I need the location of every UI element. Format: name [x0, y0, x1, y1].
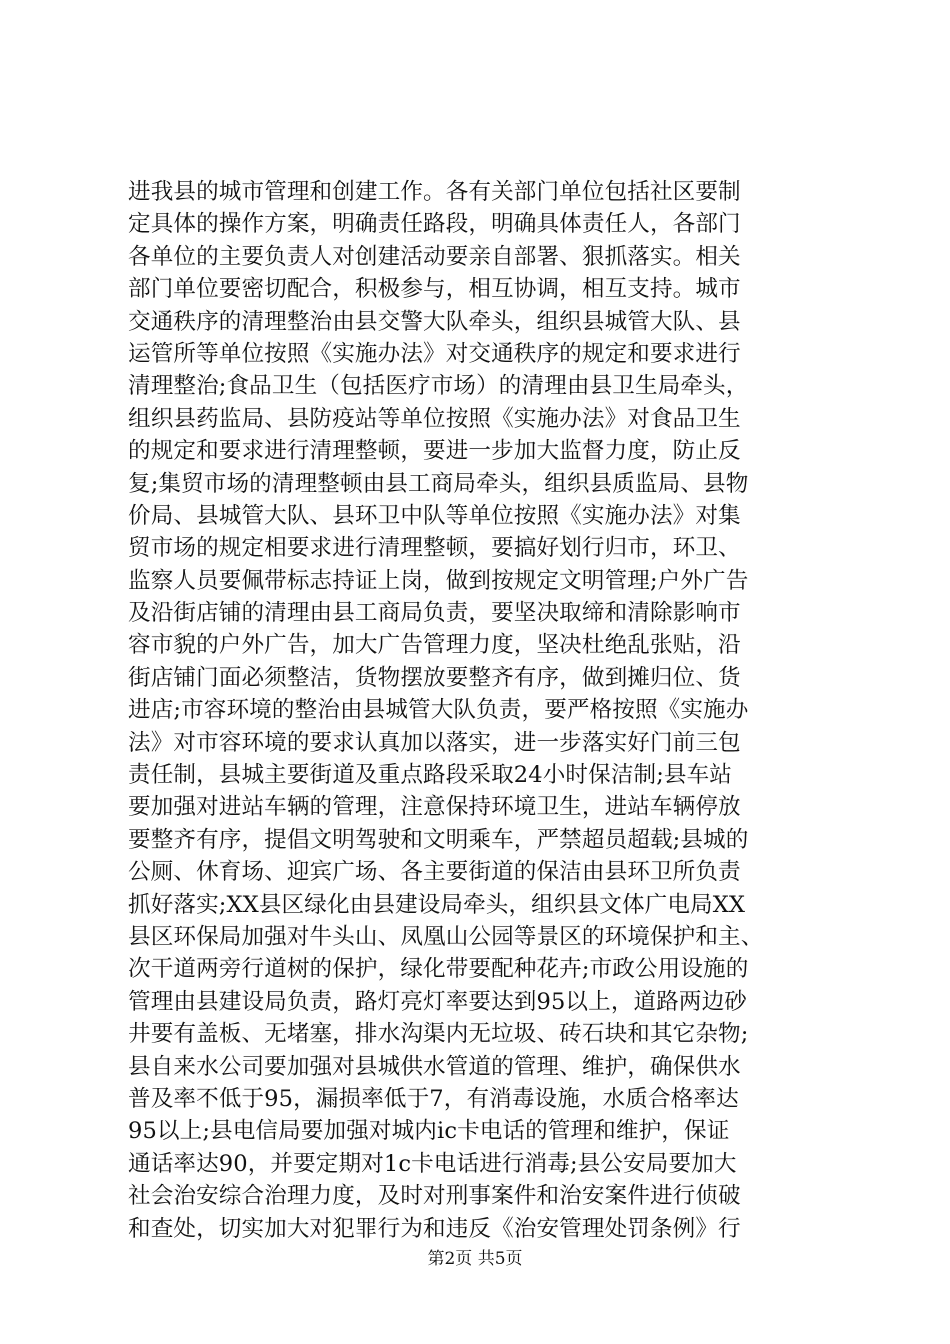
text-line: 街店铺门面必须整洁，货物摆放要整齐有序，做到摊归位、货 [128, 664, 741, 691]
text-line: 进店;市容环境的整治由县城管大队负责，要严格按照《实施办 [128, 697, 749, 724]
text-line: 价局、县城管大队、县环卫中队等单位按照《实施办法》对集 [128, 502, 741, 529]
text-line: 次干道两旁行道树的保护，绿化带要配种花卉;市政公用设施的 [128, 956, 749, 983]
text-line: 县自来水公司要加强对县城供水管道的管理、维护，确保供水 [128, 1053, 741, 1080]
text-line: 容市貌的户外广告，加大广告管理力度，坚决杜绝乱张贴，沿 [128, 632, 741, 659]
text-line: 交通秩序的清理整治由县交警大队牵头，组织县城管大队、县 [128, 308, 741, 335]
text-line: 通话率达90，并要定期对1c卡电话进行消毒;县公安局要加大 [128, 1150, 737, 1177]
text-line: 抓好落实;XX县区绿化由县建设局牵头，组织县文体广电局XX [128, 891, 746, 918]
text-line: 县区环保局加强对牛头山、凤凰山公园等景区的环境保护和主、 [128, 923, 764, 950]
text-line: 清理整治;食品卫生（包括医疗市场）的清理由县卫生局牵头， [128, 373, 749, 400]
text-line: 各单位的主要负责人对创建活动要亲自部署、狠抓落实。相关 [128, 243, 741, 270]
text-line: 要加强对进站车辆的管理，注意保持环境卫生，进站车辆停放 [128, 794, 741, 821]
text-line: 要整齐有序，提倡文明驾驶和文明乘车，严禁超员超载;县城的 [128, 826, 749, 853]
text-line: 部门单位要密切配合，积极参与，相互协调，相互支持。城市 [128, 276, 741, 303]
text-line: 普及率不低于95，漏损率低于7，有消毒设施，水质合格率达 [128, 1085, 739, 1112]
text-line: 复;集贸市场的清理整顿由县工商局牵头，组织县质监局、县物 [128, 470, 749, 497]
text-line: 公厕、休育场、迎宾广场、各主要街道的保洁由县环卫所负责 [128, 859, 741, 886]
page-footer: 第2页 共5页 [427, 1249, 523, 1269]
text-line: 运管所等单位按照《实施办法》对交通秩序的规定和要求进行 [128, 340, 741, 367]
body-paragraph [128, 176, 848, 1245]
text-line: 95以上;县电信局要加强对城内ic卡电话的管理和维护，保证 [128, 1118, 730, 1145]
text-line: 和查处，切实加大对犯罪行为和违反《治安管理处罚条例》行 [128, 1215, 741, 1242]
text-line: 的规定和要求进行清理整顿，要进一步加大监督力度，防止反 [128, 438, 741, 465]
text-line: 监察人员要佩带标志持证上岗，做到按规定文明管理;户外广告 [128, 567, 749, 594]
text-line: 社会治安综合治理力度，及时对刑事案件和治安案件进行侦破 [128, 1183, 741, 1210]
text-line: 井要有盖板、无堵塞，排水沟渠内无垃圾、砖石块和其它杂物; [128, 1021, 749, 1048]
text-line: 组织县药监局、县防疫站等单位按照《实施办法》对食品卫生 [128, 405, 741, 432]
text-line: 管理由县建设局负责，路灯亮灯率要达到95以上，道路两边砂 [128, 988, 747, 1015]
text-line: 进我县的城市管理和创建工作。各有关部门单位包括社区要制 [128, 179, 741, 205]
text-line: 及沿街店铺的清理由县工商局负责，要坚决取缔和清除影响市 [128, 600, 741, 627]
text-line: 责任制，县城主要街道及重点路段采取24小时保洁制;县车站 [128, 762, 733, 789]
text-line: 定具体的操作方案，明确责任路段，明确具体责任人，各部门 [128, 211, 741, 238]
text-line: 贸市场的规定相要求进行清理整顿，要搞好划行归市，环卫、 [128, 535, 741, 562]
text-line: 法》对市容环境的要求认真加以落实，进一步落实好门前三包 [128, 729, 741, 756]
